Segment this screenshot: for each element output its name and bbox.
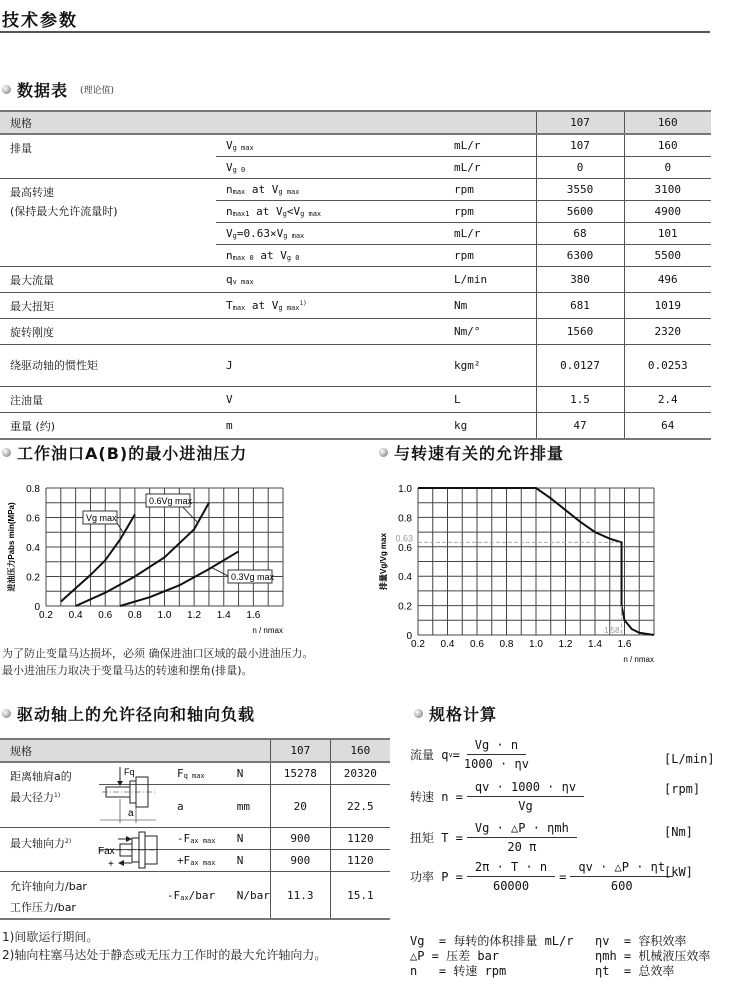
legend-item: n = 转速 rpm: [410, 964, 507, 978]
displacement-heading: [379, 441, 564, 464]
flow-formula: [410, 738, 533, 771]
x-tick-label: 0.6: [98, 610, 113, 621]
series-label: 0.3Vg max: [231, 572, 275, 582]
x-tick-label: 0.8: [499, 639, 514, 650]
row-label: 重量 (约): [0, 413, 216, 440]
symbol-part: g: [282, 210, 287, 218]
row-symbol: [216, 345, 454, 387]
row-unit: kgm²: [454, 345, 536, 387]
symbol-part: at V: [245, 299, 279, 312]
y-tick-label: 0: [406, 631, 412, 642]
diagram-a-label: a: [128, 808, 134, 819]
row-value-v160: 2320: [624, 319, 711, 345]
a-unit: mm: [227, 785, 271, 828]
legend-item: △P = 压差 bar: [410, 949, 500, 963]
perbar-unit: N/bar: [227, 872, 271, 920]
row-symbol: [216, 293, 454, 319]
symbol-part: max 0: [232, 254, 254, 262]
symbol-part: T: [226, 299, 233, 312]
table-row: [0, 387, 711, 413]
symbol-part: V: [226, 227, 233, 240]
perbar-sym: -F: [166, 888, 181, 902]
y-tick-label: 0.8: [398, 513, 412, 525]
fax-neg-160: 1120: [330, 828, 390, 850]
row-value-v107: 0.0127: [536, 345, 624, 387]
calc-heading: [414, 702, 497, 725]
table-row: [0, 293, 711, 319]
load-heading-text: 驱动轴上的允许径向和轴向负载: [17, 705, 256, 724]
diagram-fq-label: Fq: [124, 767, 135, 777]
power-numerator-1: 2π · T · n: [467, 860, 555, 877]
row-value-v160: 2.4: [624, 387, 711, 413]
x-tick-label: 1.4: [216, 610, 231, 621]
torque-formula: [410, 821, 581, 854]
perbar-sym2: /bar: [188, 888, 216, 902]
calc-heading-text: 规格计算: [429, 705, 498, 724]
row-unit: mL/r: [454, 134, 536, 157]
symbol-part: 1): [299, 300, 307, 307]
page-title: 技术参数: [2, 11, 78, 31]
symbol-part: n: [226, 249, 233, 262]
radial-load-diagram: [100, 765, 162, 827]
speed-denominator: Vg: [518, 799, 533, 813]
row-value-v160: 3100: [624, 179, 711, 201]
header-size-160: 160: [624, 111, 711, 134]
row-value-v107: 47: [536, 413, 624, 440]
symbol-part: q: [226, 273, 233, 286]
symbol-part: max: [232, 188, 246, 196]
y-tick-label: 1.0: [398, 484, 412, 495]
y-tick-label: 0.6: [398, 542, 412, 554]
row-value-v160: 160: [624, 134, 711, 157]
y-tick-label: 0.4: [398, 572, 412, 584]
table-row: [0, 134, 711, 157]
x-axis-label: n / nmax: [252, 626, 283, 635]
power-numerator-2: qv · △P · ηt: [570, 860, 673, 877]
fq-160: 20320: [330, 762, 390, 785]
row-value-v160: 101: [624, 223, 711, 245]
row-symbol: [216, 245, 454, 267]
y-tick-label: 0.6: [26, 513, 40, 525]
symbol-part: g max: [232, 144, 254, 152]
flow-label-sub: v: [448, 750, 453, 759]
row-symbol: [216, 179, 454, 201]
y-axis-label: 进油压力Pabs min(MPa): [7, 502, 16, 592]
row-value-v107: 1560: [536, 319, 624, 345]
row-value-v107: 5600: [536, 201, 624, 223]
fax-pos-107: 900: [270, 850, 330, 872]
load-header-spec: 规格: [0, 739, 270, 762]
x-tick-label: 0.6: [470, 639, 484, 650]
x-tick-label: 1.2: [558, 639, 573, 650]
flow-eq: =: [452, 747, 460, 762]
torque-label: 扭矩 T =: [410, 831, 463, 845]
x-tick-label: 1.6: [617, 639, 632, 650]
a-160: 22.5: [330, 785, 390, 828]
axial-row-1: [0, 828, 390, 850]
datasheet-table: [0, 110, 711, 440]
perbar-label-2: 工作压力/bar: [10, 901, 76, 914]
fq-sym: F: [176, 767, 184, 780]
row-label: 排量: [0, 134, 216, 179]
y-axis-label: 排量Vg/Vg max: [379, 533, 388, 590]
fax-pos-unit: N: [227, 850, 271, 872]
power-formula: [410, 860, 677, 893]
symbol-part: max: [232, 304, 246, 312]
x-tick-label: 0.4: [68, 610, 83, 621]
perbar-symbol: [167, 872, 227, 920]
perbar-160: 15.1: [330, 872, 390, 920]
symbol-legend-right: [595, 934, 710, 979]
header-size-107: 107: [536, 111, 624, 134]
table-row: [0, 319, 711, 345]
row-value-v107: 380: [536, 267, 624, 293]
fax-neg-unit: N: [227, 828, 271, 850]
row-value-v107: 681: [536, 293, 624, 319]
torque-unit: [Nm]: [664, 825, 693, 839]
datasheet-heading-text: 数据表: [17, 81, 69, 100]
flow-fraction: [464, 738, 529, 771]
radial-label-2: 最大径力: [10, 791, 54, 804]
load-table: [0, 738, 390, 920]
y-tick-label: 0.4: [26, 543, 40, 554]
torque-fraction: [467, 821, 577, 854]
symbol-part: V: [226, 393, 233, 406]
y-tick-label: 0.2: [26, 572, 40, 584]
a-107: 20: [270, 785, 330, 828]
pressure-caption-1: 为了防止变量马达损坏，必须 确保进油口区域的最小进油压力。: [2, 647, 314, 660]
bullet-icon: [414, 709, 423, 718]
power-fraction-2: [570, 860, 673, 893]
datasheet-header-row: [0, 111, 711, 134]
symbol-part: g: [232, 232, 237, 240]
speed-fraction: [467, 780, 584, 813]
series-label: 0.6Vg max: [149, 496, 193, 506]
fax-neg-sym: -F: [176, 832, 191, 845]
x-tick-label: 1.6: [246, 610, 261, 621]
table-row: [0, 267, 711, 293]
legend-item: Vg = 每转的体积排量 mL/r: [410, 934, 574, 948]
bullet-icon: [2, 709, 11, 718]
datasheet-heading: [2, 78, 114, 101]
fq-unit: N: [227, 762, 271, 785]
symbol-part: g max: [300, 210, 322, 218]
row-value-v160: 496: [624, 267, 711, 293]
radial-label-1: 距离轴肩a的: [10, 770, 72, 783]
axial-load-diagram: [96, 830, 162, 870]
symbol-part: at V: [249, 205, 283, 218]
x-tick-label: 0.8: [127, 610, 142, 621]
fax-pos-sym: +F: [176, 854, 191, 867]
flow-unit: [L/min]: [664, 752, 715, 766]
table-row: [0, 413, 711, 440]
speed-unit: [rpm]: [664, 782, 701, 796]
x-tick-label: 0.2: [411, 639, 425, 650]
bullet-icon: [2, 448, 11, 457]
row-value-v107: 3550: [536, 179, 624, 201]
row-unit: kg: [454, 413, 536, 440]
row-symbol: [216, 223, 454, 245]
pressure-caption-2: 最小进油压力取决于变量马达的转速和摆角(排量)。: [2, 664, 253, 677]
series-label: Vg max: [86, 513, 117, 523]
diagram-fax-label: Fax: [98, 846, 115, 857]
symbol-part: at V: [245, 183, 279, 196]
row-symbol: [216, 319, 454, 345]
row-value-v107: 68: [536, 223, 624, 245]
x-tick-label: 1.2: [187, 610, 202, 621]
x-tick-label: 0.4: [440, 639, 455, 650]
radial-label: [0, 762, 135, 828]
flow-numerator: Vg · n: [467, 738, 526, 755]
perbar-label-1: 允许轴向力/bar: [10, 880, 87, 893]
row-value-v107: 107: [536, 134, 624, 157]
symbol-part: v max: [232, 278, 254, 286]
row-unit: rpm: [454, 179, 536, 201]
symbol-part: g max: [278, 188, 300, 196]
axial-label-text: 最大轴向力: [10, 837, 65, 850]
title-divider: [0, 31, 710, 33]
symbol-part: V: [226, 139, 233, 152]
symbol-part: <V: [286, 205, 301, 218]
symbol-part: at V: [253, 249, 287, 262]
power-fraction-1: [467, 860, 555, 893]
row-unit: rpm: [454, 245, 536, 267]
symbol-part: g 0: [232, 166, 246, 174]
bullet-icon: [2, 85, 11, 94]
speed-label: 转速 n =: [410, 790, 463, 804]
perbar-row: [0, 872, 390, 920]
row-unit: Nm: [454, 293, 536, 319]
displacement-heading-text: 与转速有关的允许排量: [394, 444, 565, 463]
legend-item: ηt = 总效率: [595, 964, 675, 978]
row-label: 旋转刚度: [0, 319, 216, 345]
row-value-v160: 1019: [624, 293, 711, 319]
power-eq2: =: [559, 869, 567, 884]
perbar-107: 11.3: [270, 872, 330, 920]
pressure-heading: [2, 441, 247, 464]
power-label: 功率 P =: [410, 870, 463, 884]
symbol-part: g max: [278, 304, 300, 312]
row-symbol: [216, 413, 454, 440]
row-unit: mL/r: [454, 157, 536, 179]
table-row: [0, 345, 711, 387]
y-tick-label: 0.8: [26, 484, 40, 495]
row-label: 最大流量: [0, 267, 216, 293]
header-spec: 规格: [0, 111, 536, 134]
fq-symbol: [167, 762, 227, 785]
power-unit: [kW]: [664, 865, 693, 879]
radial-row-1: [0, 762, 390, 785]
bullet-icon: [379, 448, 388, 457]
row-unit: Nm/°: [454, 319, 536, 345]
symbol-part: max1: [232, 210, 250, 218]
load-header-107: 107: [270, 739, 330, 762]
fax-pos-sub: ax max: [190, 859, 216, 867]
row-unit: L: [454, 387, 536, 413]
fq-sub: q max: [183, 772, 205, 780]
row-symbol: [216, 134, 454, 157]
x-axis-label: n / nmax: [623, 655, 654, 664]
row-unit: rpm: [454, 201, 536, 223]
row-symbol: [216, 157, 454, 179]
power-denominator-1: 60000: [492, 879, 530, 893]
symbol-part: g max: [283, 232, 305, 240]
symbol-part: g 0: [286, 254, 300, 262]
torque-denominator: 20 π: [507, 840, 537, 854]
symbol-part: V: [226, 161, 233, 174]
load-header-160: 160: [330, 739, 390, 762]
fax-pos-160: 1120: [330, 850, 390, 872]
power-denominator-2: 600: [610, 879, 633, 893]
torque-numerator: Vg · △P · ηmh: [467, 821, 577, 838]
axial-label: [0, 828, 115, 872]
legend-item: ηmh = 机械液压效率: [595, 949, 711, 963]
row-unit: mL/r: [454, 223, 536, 245]
row-value-v160: 5500: [624, 245, 711, 267]
row-label: 最大扭矩: [0, 293, 216, 319]
row-label: 注油量: [0, 387, 216, 413]
row-value-v160: 0.0253: [624, 345, 711, 387]
load-header-row: [0, 739, 390, 762]
row-unit: L/min: [454, 267, 536, 293]
x-tick-label: 1.0: [529, 639, 543, 650]
fax-pos-symbol: [167, 850, 227, 872]
row-value-v160: 64: [624, 413, 711, 440]
flow-label: 流量 q: [410, 748, 449, 762]
axial-footnote-ref: 2): [65, 838, 72, 845]
flow-denominator: 1000 · ηv: [463, 757, 529, 771]
y-tick-label: 0.2: [398, 601, 412, 613]
diagram-plus-label: +: [108, 859, 114, 870]
row-symbol: [216, 267, 454, 293]
y-marker-label: 0.63: [395, 533, 413, 544]
a-symbol: a: [167, 785, 227, 828]
load-heading: [2, 702, 255, 725]
fax-neg-107: 900: [270, 828, 330, 850]
row-value-v160: 4900: [624, 201, 711, 223]
datasheet-note: (理论值): [80, 86, 115, 96]
y-tick-label: 0: [34, 602, 40, 613]
perbar-sub: ax: [180, 893, 189, 902]
legend-item: ηv = 容积效率: [595, 934, 687, 948]
row-value-v107: 0: [536, 157, 624, 179]
min-pressure-chart: [0, 470, 300, 640]
label-leader: [212, 568, 228, 576]
x-marker-label: 1:58: [603, 626, 620, 635]
row-label: 绕驱动轴的惯性矩: [0, 345, 216, 387]
fq-107: 15278: [270, 762, 330, 785]
x-tick-label: 1.0: [157, 610, 172, 621]
radial-footnote-ref: 1): [54, 792, 61, 799]
footnote-1: 1)间歇运行期间。: [2, 930, 99, 944]
symbol-part: J: [226, 359, 233, 372]
speed-numerator: qv · 1000 · ηv: [467, 780, 584, 797]
row-value-v107: 1.5: [536, 387, 624, 413]
row-value-v107: 6300: [536, 245, 624, 267]
fax-neg-symbol: [167, 828, 227, 850]
symbol-legend-left: [410, 934, 573, 979]
row-value-v160: 0: [624, 157, 711, 179]
x-tick-label: 1.4: [588, 639, 602, 650]
row-symbol: [216, 201, 454, 223]
symbol-part: m: [226, 419, 233, 432]
table-row: [0, 179, 711, 201]
perbar-label: [0, 872, 167, 920]
fax-neg-sub: ax max: [190, 837, 216, 845]
symbol-part: n: [226, 205, 233, 218]
pressure-heading-text: 工作油口A(B)的最小进油压力: [17, 444, 248, 463]
row-symbol: [216, 387, 454, 413]
speed-formula: [410, 780, 588, 813]
symbol-part: =0.63×V: [236, 227, 284, 240]
displacement-chart: [375, 470, 675, 670]
x-tick-label: 0.2: [39, 610, 53, 621]
row-label: 最高转速 (保持最大允许流量时): [0, 179, 216, 267]
footnote-2: 2)轴向柱塞马达处于静态或无压力工作时的最大允许轴向力。: [2, 948, 327, 962]
symbol-part: n: [226, 183, 233, 196]
series-line-0: [61, 515, 135, 602]
